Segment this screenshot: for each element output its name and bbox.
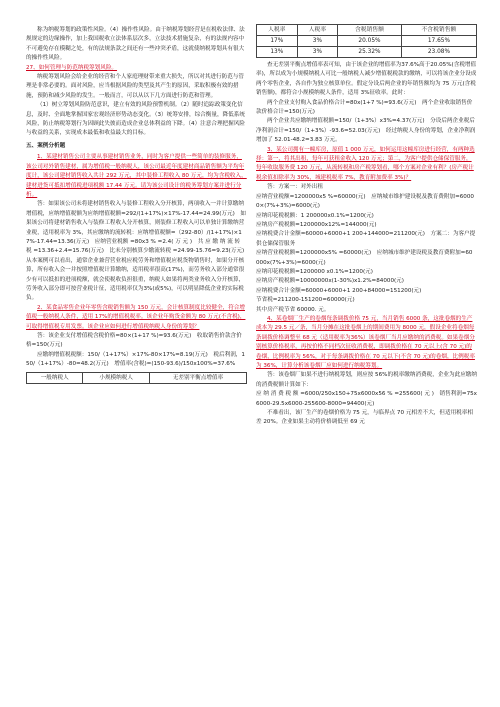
- table-row: [257, 36, 477, 47]
- case-3-answer: 应纳房产税税额=10000000x(1-30%)x1.2%=84000(元): [256, 278, 404, 285]
- section-heading-cases: 五、案例分析题: [26, 142, 66, 149]
- table-cell: 23.08%: [401, 47, 476, 58]
- table-header-cell: 一般纳税人: [27, 372, 83, 383]
- case-3-answer: 答：方案一：对外出租: [267, 184, 323, 191]
- case-4-answer: 应 纳 消 费 税 额 =6000/250x150+75x6000x56 % =255600( 元 ) 销售利润=75x6000-29.5x6000-255600-8000=94400(元): [256, 391, 477, 407]
- table-cell: 3%: [297, 47, 338, 58]
- table-row: [257, 47, 477, 58]
- case-2-answer: 应缴纳增值税税额：150/（1+17%）×17%-80×17%=8.19(万元) 税后利润，150/（1+17%）-80=48.2(万元) 增值率(含税)=(150-93.6)/150x100%=37.6%: [26, 351, 245, 368]
- case-3-question: 3、某公司拥有一幢库房，原值 1 000 万元，如何运用这幢库房进行经营，有两种选择：第一，将其出租，每年可获租金收入 120 万元；第二，为客户提供仓储保管服务，每年收取服务费 120 万元，从流转税和房产税筹划看，哪个方案对企业有利？(房产税计税余值扣除率为 30%，城建税税率 7%，教育附加费率 3%)？: [256, 146, 475, 181]
- paragraph: 查无差别平衡点增值率表可知，由于该企业的增值率为37.6%高于20.05%(含税增值率)，所以成为小规模纳税人可比一般纳税人减少增值税税款的缴纳，可以将该企业分设成两个零售企业，各自作为独立核算单位。假定分设后两企业的年销售额均为 75 万元(含税销售额)，都符合小规模纳税人条件，适用 3%征收率。此时：: [256, 62, 477, 97]
- case-3-answer: 应纳税费合计金额=60000+6000+1 200+144000=211200(元) 方案二：为客户提供仓储保管服务: [256, 231, 476, 247]
- table-header-cell: 无差别平衡点增值率: [149, 372, 246, 383]
- case-3-answer: 其中房产税节省 60000. 元。: [256, 306, 330, 313]
- case-4-question: 4、某卷烟厂生产的卷烟每条调拨价格 75 元，当月销售 6000 条，这批卷烟的生产成本为 29.5 元／条，当月分摊在这批卷烟上的期间费用为 8000 元，假设企业将卷烟每条调拨价格调整至 68 元（适用税率为36%）该卷烟厂当月应缴纳的消费税。如果卷烟分别核算价格税率，再按价格不同档次征收消费税，即调拨价格在 70 元以上(含 70 元)的卷烟，比例税率为 56%，对于每条调拨价格在 70 元以下(不含 70 元)的卷烟，比例税率为 36%，计算分析该卷烟厂应如何进行纳税筹划。: [256, 315, 475, 369]
- case-4-answer: 不难看出，该厂生产的卷烟价格为 75 元，与临界点 70 元相差不大，但适用税率相差 20%。企业如果主动将价格调低至 69 元: [256, 410, 473, 426]
- case-1-question: 1、某建材销售公司主要从事建材销售业务，同时为客户提供一些简单的装修服务，该公司对外销售建材，属为增值税一般纳税人，该公司最近年度建材商品销售额为平均年度计，该公司建材销售收入共计 292 万元，其中装修工程收入 80 万元，均为含税收入，建材进货可抵扣增值税进项税额 17.44 万元。请为该公司设计的税务筹划方案并进行分析。: [26, 154, 247, 198]
- table-header-row: [257, 25, 477, 36]
- left-column: [26, 26, 250, 384]
- paragraph: 两个企业共应缴纳增值税额=150/（1+3%）x3%=4.37(万元) 分设后两企业税后净利润合计=150/（1+3%）-93.6=52.03(万元) 经过纳税人身份的筹划，企业净利润增加了 52.01-48.2=3.83 万元。: [256, 118, 476, 144]
- paragraph: 称为纳税筹划的政策性风险。（4）操作性风险。由于纳税筹划经营是在税收法律、法规规定的边缘操作，加上我国税收立法体系层次多，立法技术措施复杂，有的法规内容中不可避免存在模糊之处，有的法规条款之间还有一些冲突矛盾，这就使纳税筹划具有很大的操作性风险。: [26, 27, 245, 62]
- table-header-cell: 小规模纳税人: [83, 372, 150, 383]
- case-1-answer: 答：如果该公司未将建材销售收入与装修工程收入分开核算，两项收入一并计算缴纳增值税，应纳增值税额为应纳增值税额=292/(1+17%)×17%-17.44=24.99(万元) 如果该公司将建材销售收入与装修工程收入分开核算，则装修工程收入可以单独计算缴纳营业税，适用税率为 3%，其应缴纳的流转税：应纳增值税额=（292-80）/(1+17%)×17%-17.44=13.36(万元) 应纳营业税额 =80x3 % =2.4( 万 元 ) 共 应 缴 纳 流 转 税 =13.36+2.4=15.76(万元) 比未分别核算少缴流转税 =24.99-15.76=9.23(万元) 从本案例可以看出，通常企业兼营营业税应税劳务和增值税应税货物销售时，如果分开核算，所有收入会一并按照增值税计算缴纳，适用税率很高(17%)，而劳务收入部分通常很少有可以抵扣的进项税额，就会使税收负担很重，纳税人如果将两类业务收入分开核算，劳务收入部分即可按营业税计征，适用税率仅为3%(或5%)，可以明显降低企业的实际税负。: [26, 201, 250, 302]
- table-cell: 20.05%: [338, 36, 402, 47]
- breakeven-rate-table: [256, 24, 477, 58]
- case-3-answer: 节省税=211200-151200=60000(元): [256, 297, 355, 304]
- case-3-answer: 应纳税费合计金额=60000+6000+1 200+84000=151200(元): [256, 287, 422, 294]
- case-4-answer: 答：该卷烟厂如果不进行纳税筹划，则应按 56%的税率缴纳消费税，企业为此应缴纳的消费税额计算如下：: [256, 372, 477, 388]
- case-3-answer: 应纳营业税额=1200000x5 %=60000(元) 应纳城市维护建设税及教育费附加=60000×(7%+3%)=6000(元): [256, 193, 474, 210]
- table-header-cell: 人税率: [297, 25, 338, 36]
- section-heading-27: 27、如何管理与防范纳税筹划风险。: [26, 64, 118, 71]
- case-2-answer: 答：该企业支付增值税含税价格=80×(1+17 %)=93.6(万元) 收取销售价款含价格=150(万元): [26, 333, 242, 349]
- case-3-answer: 应纳印花税税额=1200000 x0.1%=1200(元): [256, 268, 373, 275]
- case-3-answer: 应纳印花税税额：1 200000x0.1%=1200(元): [256, 212, 374, 219]
- right-column: [256, 24, 477, 428]
- paragraph: 纳税筹划风险会给企业的经营和个人家庭理财带来重大损失，所以对其进行防范与管理是非常必要的。面对风险，应当根据风险的类型及其产生的原因，采取积极有效的措施，预防和减少风险的发生。一般而言，可以从以下几方面进行防范和管理。: [26, 74, 244, 99]
- table-header-cell: 不含税销售额: [401, 25, 476, 36]
- table-cell: 25.32%: [338, 47, 402, 58]
- breakeven-table-header: [26, 372, 247, 384]
- table-cell: 13%: [257, 47, 298, 58]
- case-3-answer: 应纳房产税税额=1200000x12%=144000(元): [256, 221, 377, 228]
- table-header-cell: 含税销售额: [338, 25, 402, 36]
- table-header-cell: 人税率: [257, 25, 298, 36]
- paragraph: （1）树立筹划风险防范意识，建立有效的风险预警机制。（2）随时追踪政策变化信息，及时、全面地掌握国家宏观经济形势动态变化。（3）统筹安排，综合衡量，降低系统风险，防止纳税筹划行为因顾此失彼而造成企业总体利益的下降。（4）注意合理把握风险与收益的关系，实现成本最低和收益最大的目标。: [26, 102, 245, 137]
- table-cell: 17.65%: [401, 36, 476, 47]
- paragraph: 两个企业支付购入食品价格合计=80x(1+7 %)=93.6(万元) 两个企业收取销售价款价格合计=150(万元): [256, 99, 473, 116]
- table-cell: 3%: [297, 36, 338, 47]
- case-2-question: 2、某食品零售企业年零售含税销售额为 150 万元，会计核算制度比较健全，符合增值税一般纳税人条件，适用 17%的增值税税率。该企业年购货金额为 80 万元(不含税)，可取得增值税专用发票。该企业应如何进行增值税纳税人身份的筹划？: [26, 304, 246, 330]
- case-3-answer: 应纳营业税税额=1200000x5% =60000(元) 应纳城市维护建设税及教育费附加=60 000x(7%+3%)=6000(元): [256, 250, 473, 266]
- table-cell: 17%: [257, 36, 298, 47]
